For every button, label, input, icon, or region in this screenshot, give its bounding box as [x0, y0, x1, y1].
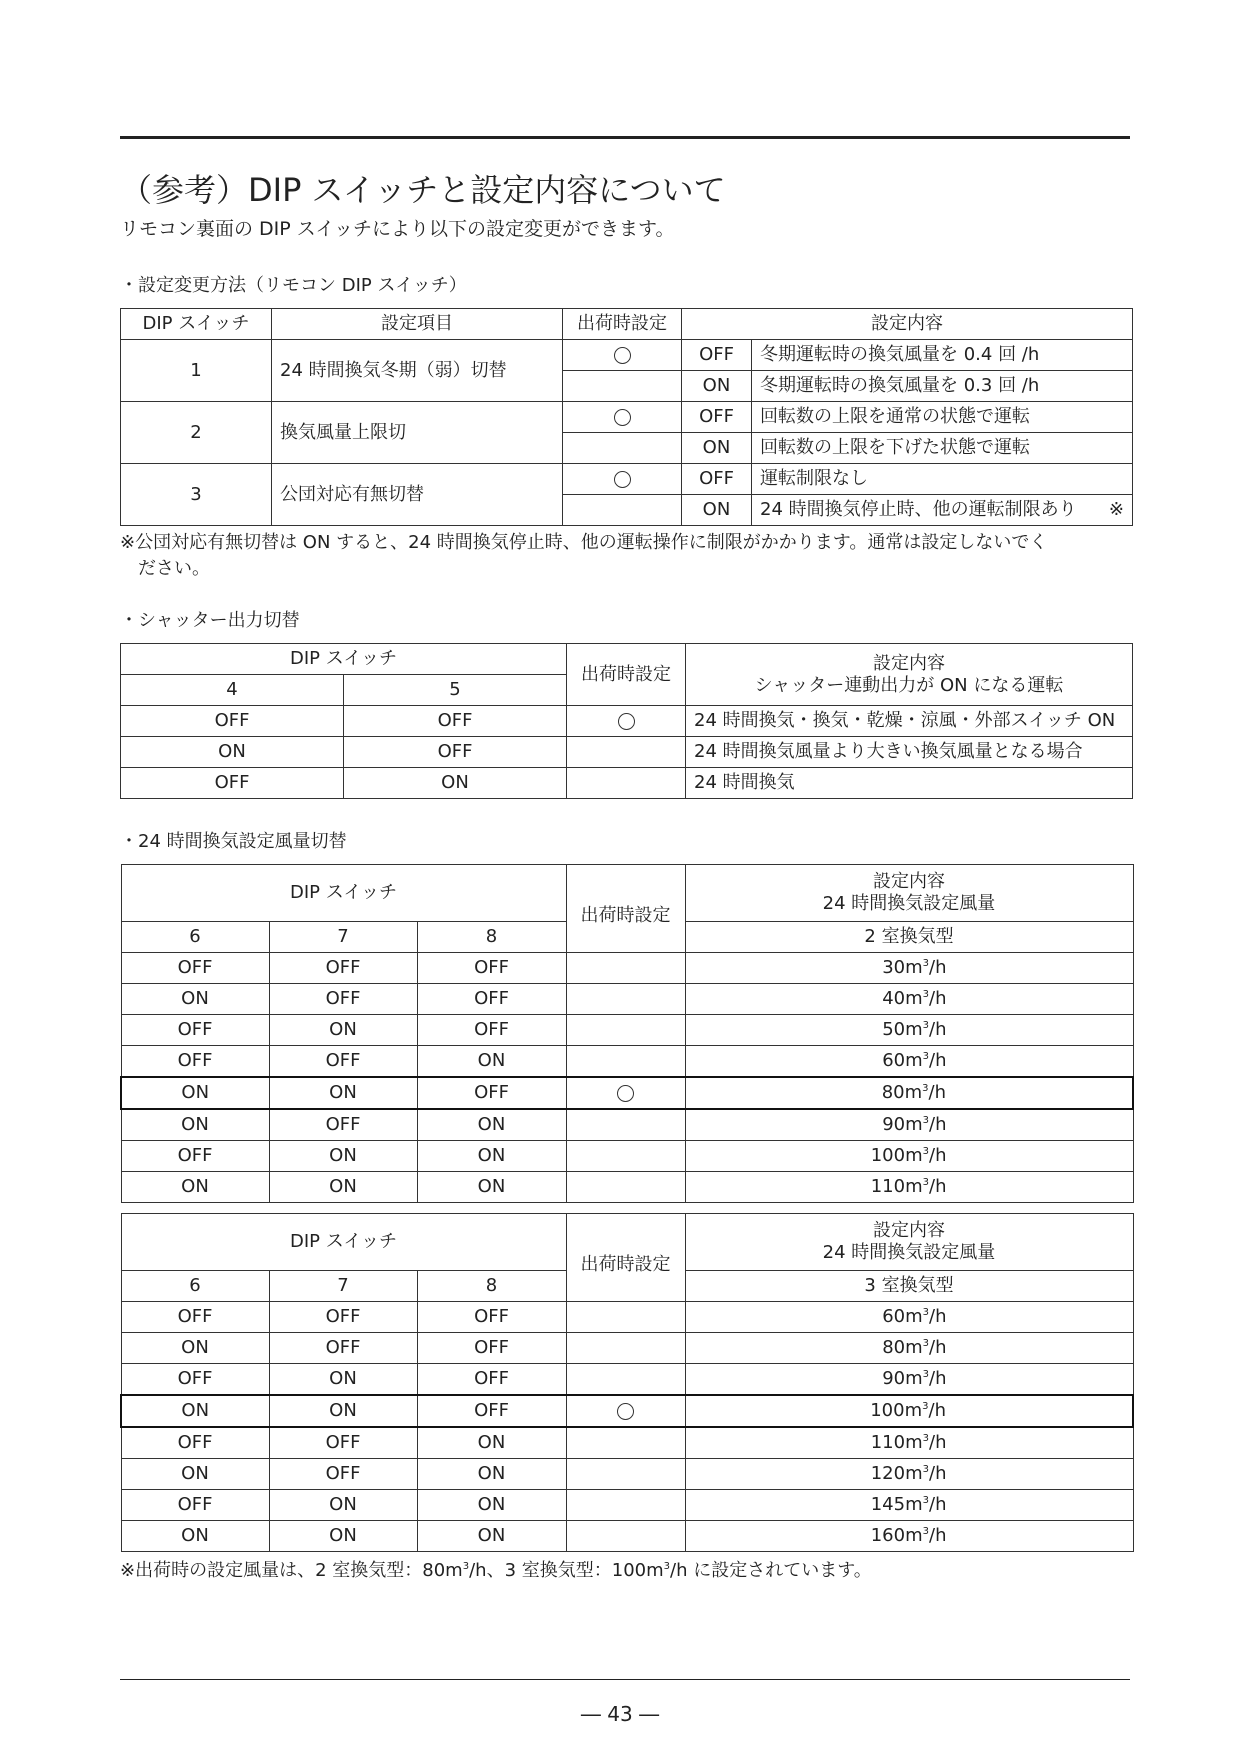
page-title: （参考）DIP スイッチと設定内容について — [120, 171, 726, 209]
switch-state: ON — [682, 433, 752, 464]
factory-setting-cell — [566, 1364, 685, 1396]
airflow-value-cell — [685, 984, 1133, 1015]
header-factory-setting: 出荷時設定 — [566, 1214, 685, 1302]
header-dip-switch: DIP スイッチ — [121, 644, 567, 675]
airflow-value-cell — [685, 1077, 1133, 1109]
unit-text: m — [905, 1368, 923, 1389]
unit-superscript: 3 — [922, 1146, 930, 1157]
factory-setting-cell — [566, 1109, 685, 1141]
switch-8-state: ON — [417, 1459, 566, 1490]
section-heading-airflow: ・24 時間換気設定風量切替 — [120, 831, 347, 852]
factory-default-circle-icon — [614, 409, 631, 426]
factory-setting-cell — [566, 1521, 685, 1552]
table-row — [121, 1333, 1133, 1364]
factory-setting-cell — [566, 1333, 685, 1364]
unit-text: m — [905, 957, 923, 978]
table-row — [121, 737, 1133, 768]
unit-text: m — [905, 1306, 923, 1327]
switch-7-state: OFF — [269, 1046, 417, 1078]
airflow-value: 100 — [870, 1145, 906, 1166]
note-factory-airflow — [120, 1558, 1132, 1584]
unit-text: /h — [929, 988, 947, 1009]
switch-7-state: OFF — [269, 984, 417, 1015]
note-text: /h、3 室換気型：100 — [469, 1560, 647, 1581]
table-row — [121, 1015, 1133, 1046]
switch-8-state: OFF — [417, 1395, 566, 1427]
table-row — [121, 953, 1133, 984]
factory-default-circle-icon — [614, 347, 631, 364]
factory-setting-cell — [566, 953, 685, 984]
factory-setting-cell — [563, 433, 682, 464]
airflow-value: 100 — [870, 1400, 905, 1421]
airflow-value: 80 — [881, 1082, 905, 1103]
factory-default-circle-icon — [614, 471, 631, 488]
airflow-value: 110 — [870, 1432, 906, 1453]
switch-8-state: ON — [417, 1046, 566, 1078]
airflow-value-cell — [685, 1109, 1133, 1141]
setting-description — [752, 495, 1133, 526]
table-row — [121, 706, 1133, 737]
switch-8-state: OFF — [417, 1333, 566, 1364]
header-content-line: 設定内容 — [873, 871, 945, 892]
header-factory-setting: 出荷時設定 — [563, 309, 682, 340]
factory-setting-cell — [566, 1459, 685, 1490]
unit-superscript: 3 — [922, 1464, 930, 1475]
note-text: ※出荷時の設定風量は、2 室換気型：80 — [120, 1560, 446, 1581]
unit-superscript: 3 — [922, 958, 930, 969]
unit-text: m — [905, 1145, 923, 1166]
factory-default-circle-icon — [618, 713, 635, 730]
header-dip-switch: DIP スイッチ — [121, 309, 272, 340]
switch-state: ON — [682, 371, 752, 402]
factory-setting-cell — [567, 737, 686, 768]
unit-text: m — [905, 988, 923, 1009]
table-row — [121, 1172, 1133, 1203]
switch-state: ON — [682, 495, 752, 526]
table-row — [121, 1109, 1133, 1141]
airflow-value-cell — [685, 1015, 1133, 1046]
factory-setting-cell — [566, 1046, 685, 1078]
table-header-row — [121, 1214, 1133, 1271]
unit-text: /h — [929, 957, 947, 978]
setting-description: 24 時間換気風量より大きい換気風量となる場合 — [686, 737, 1133, 768]
factory-setting-cell — [566, 1172, 685, 1203]
unit-text: m — [905, 1176, 923, 1197]
switch-7-state: OFF — [269, 1302, 417, 1333]
airflow-value-cell — [685, 1141, 1133, 1172]
unit-text: /h — [929, 1525, 947, 1546]
header-switch-8: 8 — [417, 922, 566, 953]
switch-7-state: ON — [269, 1077, 417, 1109]
switch-8-state: OFF — [417, 1015, 566, 1046]
switch-7-state: ON — [269, 1490, 417, 1521]
switch-8-state: OFF — [417, 1077, 566, 1109]
airflow-value-cell — [685, 1333, 1133, 1364]
airflow-value-cell — [685, 953, 1133, 984]
switch-6-state: OFF — [121, 1141, 269, 1172]
table-header-row — [121, 309, 1133, 340]
unit-text: m — [905, 1114, 923, 1135]
switch-6-state: OFF — [121, 1046, 269, 1078]
table-row — [121, 984, 1133, 1015]
unit-text: m — [905, 1019, 923, 1040]
table-header-row — [121, 644, 1133, 675]
factory-setting-cell — [567, 768, 686, 799]
table-row — [121, 1141, 1133, 1172]
unit-text: /h — [929, 1306, 947, 1327]
factory-setting-cell — [566, 1141, 685, 1172]
header-content-line: 24 時間換気設定風量 — [822, 1242, 996, 1263]
table-row — [121, 402, 1133, 433]
dip-number: 3 — [121, 464, 272, 526]
unit-text: m — [905, 1525, 923, 1546]
setting-description: 回転数の上限を通常の状態で運転 — [752, 402, 1133, 433]
unit-superscript: 3 — [922, 1526, 930, 1537]
table-row — [121, 1364, 1133, 1396]
switch-7-state: OFF — [269, 1109, 417, 1141]
unit-superscript: 3 — [922, 1020, 930, 1031]
airflow-value: 60 — [882, 1306, 906, 1327]
unit-text: /h — [929, 1145, 947, 1166]
switch-8-state: ON — [417, 1521, 566, 1552]
unit-superscript: 3 — [922, 1369, 930, 1380]
airflow-value: 120 — [870, 1463, 906, 1484]
switch-7-state: OFF — [269, 1427, 417, 1459]
factory-setting-cell — [563, 371, 682, 402]
table-row — [121, 1395, 1133, 1427]
unit-text: m — [905, 1463, 923, 1484]
switch-6-state: ON — [121, 1077, 269, 1109]
header-content-line: 設定内容 — [873, 1220, 945, 1241]
dip-settings-table — [120, 308, 1133, 526]
note-text: /h に設定されています。 — [670, 1560, 872, 1581]
unit-superscript: 3 — [922, 1083, 929, 1094]
header-content-line: 設定内容 — [873, 652, 945, 674]
switch-6-state: OFF — [121, 1490, 269, 1521]
switch-6-state: OFF — [121, 1302, 269, 1333]
header-switch-6: 6 — [121, 1271, 269, 1302]
unit-superscript: 3 — [922, 1433, 930, 1444]
table-row — [121, 1302, 1133, 1333]
unit-text: m — [445, 1560, 463, 1581]
setting-description: 冬期運転時の換気風量を 0.4 回 /h — [752, 340, 1133, 371]
factory-setting-cell — [563, 495, 682, 526]
note-kodan-switch — [120, 530, 1132, 582]
switch-8-state: ON — [417, 1427, 566, 1459]
setting-description: 24 時間換気 — [686, 768, 1133, 799]
header-switch-7: 7 — [269, 1271, 417, 1302]
setting-item: 24 時間換気冬期（弱）切替 — [272, 340, 563, 402]
switch-8-state: ON — [417, 1172, 566, 1203]
airflow-value-cell — [685, 1490, 1133, 1521]
switch-7-state: OFF — [269, 1459, 417, 1490]
switch-6-state: OFF — [121, 1364, 269, 1396]
switch-8-state: OFF — [417, 1364, 566, 1396]
switch-state: OFF — [682, 340, 752, 371]
dip-number: 1 — [121, 340, 272, 402]
header-switch-7: 7 — [269, 922, 417, 953]
header-dip-switch: DIP スイッチ — [121, 865, 566, 922]
table-row — [121, 1427, 1133, 1459]
switch-5-state: OFF — [344, 737, 567, 768]
unit-superscript: 3 — [922, 989, 930, 1000]
unit-text: m — [904, 1082, 923, 1103]
factory-setting-cell — [563, 340, 682, 371]
setting-description: 24 時間換気・換気・乾燥・涼風・外部スイッチ ON — [686, 706, 1133, 737]
unit-text: /h — [929, 1176, 947, 1197]
page-subtitle: リモコン裏面の DIP スイッチにより以下の設定変更ができます。 — [120, 218, 675, 240]
setting-item: 換気風量上限切 — [272, 402, 563, 464]
top-rule — [120, 136, 1130, 139]
airflow-table-3room — [120, 1213, 1134, 1552]
header-switch-8: 8 — [417, 1271, 566, 1302]
factory-default-circle-icon — [617, 1085, 634, 1102]
switch-7-state: ON — [269, 1141, 417, 1172]
setting-description: 冬期運転時の換気風量を 0.3 回 /h — [752, 371, 1133, 402]
switch-7-state: ON — [269, 1395, 417, 1427]
header-setting-content — [685, 1214, 1133, 1271]
header-setting-content: 設定内容 — [682, 309, 1133, 340]
airflow-value-cell — [685, 1459, 1133, 1490]
setting-item: 公団対応有無切替 — [272, 464, 563, 526]
bottom-rule — [120, 1679, 1130, 1680]
airflow-value: 160 — [870, 1525, 906, 1546]
factory-setting-cell — [566, 1077, 685, 1109]
switch-state: OFF — [682, 464, 752, 495]
table-row — [121, 768, 1133, 799]
header-ventilation-type: 3 室換気型 — [685, 1271, 1133, 1302]
table-row — [121, 1490, 1133, 1521]
setting-description: 運転制限なし — [752, 464, 1133, 495]
airflow-value-cell — [685, 1427, 1133, 1459]
unit-superscript: 3 — [922, 1307, 930, 1318]
switch-5-state: OFF — [344, 706, 567, 737]
switch-6-state: ON — [121, 1172, 269, 1203]
switch-7-state: OFF — [269, 953, 417, 984]
switch-state: OFF — [682, 402, 752, 433]
reference-mark: ※ — [1108, 499, 1124, 520]
factory-setting-cell — [566, 1427, 685, 1459]
table-header-row — [121, 865, 1133, 922]
note-line: ※公団対応有無切替は ON すると、24 時間換気停止時、他の運転操作に制限がかかります。通常は設定しないでく — [120, 532, 1048, 553]
header-setting-content — [685, 865, 1133, 922]
airflow-value-cell — [685, 1172, 1133, 1203]
switch-6-state: OFF — [121, 953, 269, 984]
unit-text: m — [905, 1432, 923, 1453]
switch-5-state: ON — [344, 768, 567, 799]
factory-default-circle-icon — [617, 1403, 634, 1420]
header-switch-5: 5 — [344, 675, 567, 706]
unit-superscript: 3 — [922, 1051, 930, 1062]
switch-6-state: OFF — [121, 1427, 269, 1459]
header-setting-item: 設定項目 — [272, 309, 563, 340]
switch-8-state: OFF — [417, 953, 566, 984]
factory-setting-cell — [566, 984, 685, 1015]
switch-8-state: ON — [417, 1109, 566, 1141]
unit-text: /h — [929, 1432, 947, 1453]
airflow-value: 110 — [870, 1176, 906, 1197]
header-dip-switch: DIP スイッチ — [121, 1214, 566, 1271]
switch-6-state: ON — [121, 1109, 269, 1141]
unit-text: /h — [929, 1019, 947, 1040]
switch-6-state: ON — [121, 1459, 269, 1490]
unit-text: /h — [929, 1463, 947, 1484]
switch-6-state: OFF — [121, 1015, 269, 1046]
unit-text: /h — [929, 1337, 947, 1358]
unit-superscript: 3 — [922, 1338, 930, 1349]
airflow-value-cell — [685, 1364, 1133, 1396]
unit-text: m — [905, 1494, 923, 1515]
header-switch-4: 4 — [121, 675, 344, 706]
switch-7-state: ON — [269, 1015, 417, 1046]
airflow-value: 90 — [882, 1114, 906, 1135]
switch-4-state: OFF — [121, 768, 344, 799]
unit-superscript: 3 — [922, 1177, 930, 1188]
switch-7-state: ON — [269, 1521, 417, 1552]
airflow-value: 50 — [882, 1019, 906, 1040]
table-row — [121, 1077, 1133, 1109]
header-switch-6: 6 — [121, 922, 269, 953]
airflow-value: 40 — [882, 988, 906, 1009]
unit-text: m — [905, 1050, 923, 1071]
dip-number: 2 — [121, 402, 272, 464]
header-factory-setting: 出荷時設定 — [566, 865, 685, 953]
airflow-value: 60 — [882, 1050, 906, 1071]
unit-superscript: 3 — [922, 1115, 930, 1126]
section-heading-dip-method: ・設定変更方法（リモコン DIP スイッチ） — [120, 275, 467, 296]
switch-8-state: ON — [417, 1141, 566, 1172]
table-row — [121, 1521, 1133, 1552]
factory-setting-cell — [563, 464, 682, 495]
switch-6-state: ON — [121, 1521, 269, 1552]
airflow-value-cell — [685, 1302, 1133, 1333]
unit-superscript: 3 — [462, 1561, 470, 1572]
table-row — [121, 464, 1133, 495]
section-heading-shutter: ・シャッター出力切替 — [120, 610, 300, 631]
unit-text: /h — [929, 1050, 947, 1071]
factory-setting-cell — [566, 1302, 685, 1333]
switch-4-state: OFF — [121, 706, 344, 737]
unit-text: /h — [929, 1368, 947, 1389]
note-line: ださい。 — [138, 558, 210, 579]
unit-text: m — [646, 1560, 664, 1581]
unit-superscript: 3 — [663, 1561, 671, 1572]
page-number: ― 43 ― — [580, 1702, 660, 1726]
factory-setting-cell — [566, 1490, 685, 1521]
shutter-output-table — [120, 643, 1133, 799]
switch-6-state: ON — [121, 984, 269, 1015]
airflow-value-cell — [685, 1395, 1133, 1427]
switch-7-state: OFF — [269, 1333, 417, 1364]
switch-8-state: OFF — [417, 984, 566, 1015]
table-row — [121, 1459, 1133, 1490]
airflow-value: 80 — [882, 1337, 906, 1358]
airflow-value-cell — [685, 1046, 1133, 1078]
factory-setting-cell — [566, 1395, 685, 1427]
unit-text: /h — [929, 1114, 947, 1135]
setting-description: 回転数の上限を下げた状態で運転 — [752, 433, 1133, 464]
switch-7-state: ON — [269, 1364, 417, 1396]
unit-text: /h — [929, 1494, 947, 1515]
switch-7-state: ON — [269, 1172, 417, 1203]
factory-setting-cell — [567, 706, 686, 737]
switch-6-state: ON — [121, 1395, 269, 1427]
factory-setting-cell — [563, 402, 682, 433]
airflow-value-cell — [685, 1521, 1133, 1552]
airflow-value: 30 — [882, 957, 906, 978]
header-content-line: シャッター連動出力が ON になる運転 — [754, 674, 1064, 696]
airflow-table-2room — [120, 864, 1134, 1203]
header-content-line: 24 時間換気設定風量 — [822, 893, 996, 914]
header-ventilation-type: 2 室換気型 — [685, 922, 1133, 953]
airflow-value: 145 — [870, 1494, 906, 1515]
switch-4-state: ON — [121, 737, 344, 768]
unit-superscript: 3 — [922, 1495, 930, 1506]
header-setting-content — [686, 644, 1133, 706]
table-row — [121, 1046, 1133, 1078]
switch-8-state: OFF — [417, 1302, 566, 1333]
unit-superscript: 3 — [922, 1401, 929, 1412]
header-factory-setting: 出荷時設定 — [567, 644, 686, 706]
switch-6-state: ON — [121, 1333, 269, 1364]
switch-8-state: ON — [417, 1490, 566, 1521]
table-row — [121, 340, 1133, 371]
unit-text: m — [905, 1337, 923, 1358]
unit-text: m — [904, 1400, 923, 1421]
airflow-value: 90 — [882, 1368, 906, 1389]
unit-text: /h — [928, 1400, 946, 1421]
setting-description-text: 24 時間換気停止時、他の運転制限あり — [760, 499, 1077, 520]
factory-setting-cell — [566, 1015, 685, 1046]
unit-text: /h — [928, 1082, 946, 1103]
